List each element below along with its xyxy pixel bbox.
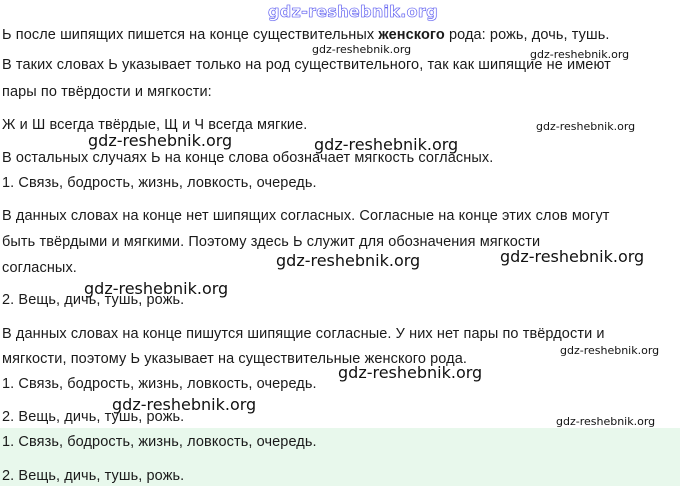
- rule-paragraph-2-line-1: В таких словах Ь указывает только на род существительного, так как шипящие не имеют: [2, 57, 611, 73]
- watermark: gdz-reshebnik.org: [556, 415, 656, 428]
- watermark-top: gdz-reshebnik.org: [268, 2, 438, 21]
- watermark: gdz-reshebnik.org: [276, 251, 421, 270]
- answer-line-1: 1. Связь, бодрость, жизнь, ловкость, очередь.: [2, 434, 317, 450]
- watermark: gdz-reshebnik.org: [84, 279, 229, 298]
- watermark: gdz-reshebnik.org: [338, 363, 483, 382]
- watermark: gdz-reshebnik.org: [530, 48, 630, 61]
- word-list-2-repeat: 2. Вещь, дичь, тушь, рожь.: [2, 409, 185, 425]
- watermark: gdz-reshebnik.org: [112, 395, 257, 414]
- explanation-1-line-1: В данных словах на конце нет шипящих согласных. Согласные на конце этих слов могут: [2, 208, 610, 224]
- explanation-2-line-1: В данных словах на конце пишутся шипящие согласные. У них нет пары по твёрдости и: [2, 326, 605, 342]
- answer-line-2: 2. Вещь, дичь, тушь, рожь.: [2, 468, 185, 484]
- word-list-1: 1. Связь, бодрость, жизнь, ловкость, очередь.: [2, 175, 317, 191]
- watermark: gdz-reshebnik.org: [560, 344, 660, 357]
- bold-word-feminine: женского: [378, 27, 445, 43]
- watermark: gdz-reshebnik.org: [314, 135, 459, 154]
- rule-paragraph-1: Ь после шипящих пишется на конце существительных женского рода: рожь, дочь, тушь.: [2, 27, 610, 43]
- explanation-1-line-3: согласных.: [2, 260, 77, 276]
- watermark: gdz-reshebnik.org: [88, 131, 233, 150]
- word-list-1-repeat: 1. Связь, бодрость, жизнь, ловкость, очередь.: [2, 376, 317, 392]
- word-list-2: 2. Вещь, дичь, тушь, рожь.: [2, 292, 185, 308]
- explanation-1-line-2: быть твёрдыми и мягкими. Поэтому здесь Ь служит для обозначения мягкости: [2, 234, 541, 250]
- rule-paragraph-4: В остальных случаях Ь на конце слова обозначает мягкость согласных.: [2, 150, 494, 166]
- rule-paragraph-3: Ж и Ш всегда твёрдые, Щ и Ч всегда мягкие.: [2, 117, 308, 133]
- explanation-2-line-2: мягкости, поэтому Ь указывает на существительные женского рода.: [2, 351, 468, 367]
- watermark: gdz-reshebnik.org: [536, 120, 636, 133]
- rule-paragraph-2-line-2: пары по твёрдости и мягкости:: [2, 84, 212, 100]
- watermark: gdz-reshebnik.org: [312, 43, 412, 56]
- watermark: gdz-reshebnik.org: [500, 247, 645, 266]
